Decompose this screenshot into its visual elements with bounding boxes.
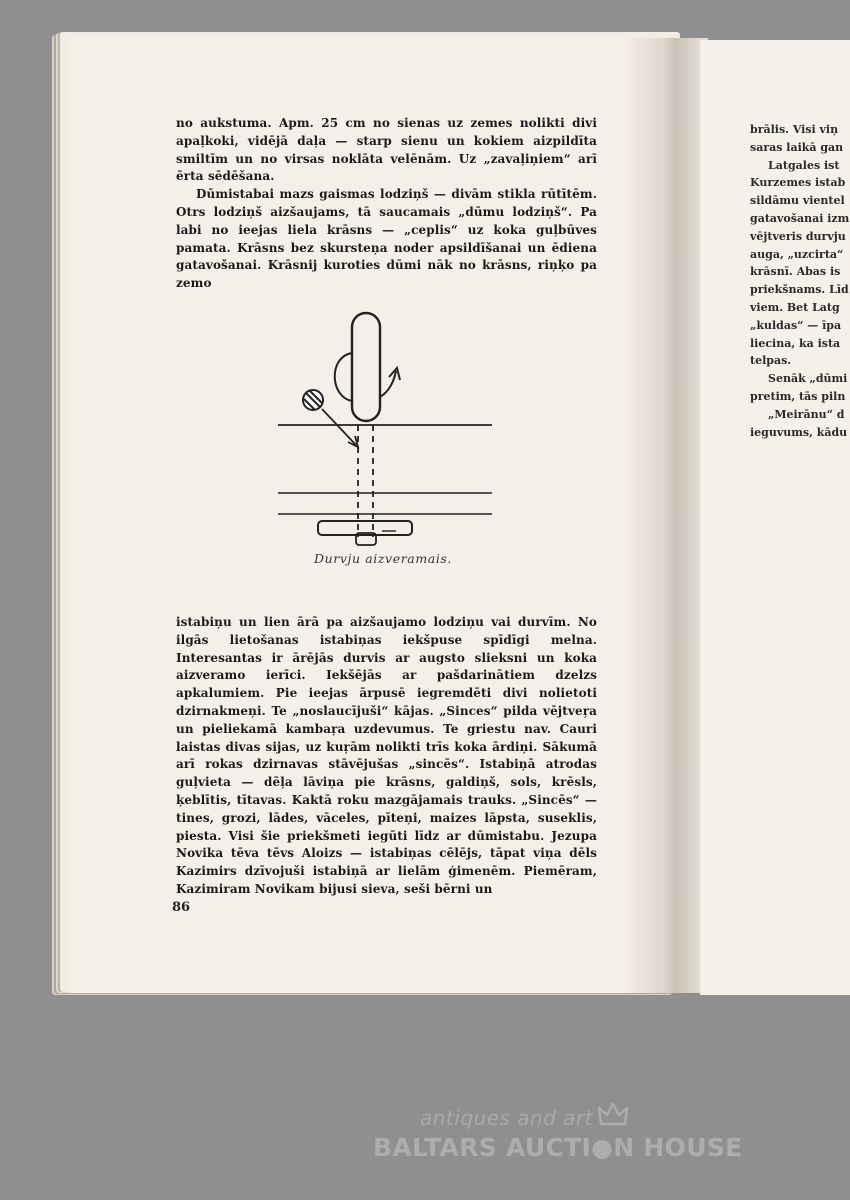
text-line: „Meirānu“ d [768,407,845,421]
text-line: gatavošanai izm [750,211,850,225]
watermark-brand: BALTARS AUCTI●N HOUSE [373,1133,743,1162]
text-line: telpas. [750,354,792,368]
body-text-top [176,115,597,293]
watermark-tagline: antiques and art [420,1106,594,1130]
text-line: saras laikā gan [750,140,844,154]
text-line: Latgales ist [768,158,840,172]
body-text-bottom [176,614,597,899]
text-line: Senāk „dūmi [768,372,848,386]
paragraph: no aukstuma. Apm. 25 cm no sienas uz zemes nolikti divi apaļkoki, vidējā daļa — starp sienu un kokiem aizpildīta smiltīm un no virsas noklāta velēnām. Uz „zavaļiņiem“ arī ērta sēdēšana. [176,116,597,184]
text-line: Kurzemes istab [750,176,846,190]
text-line: auga, „uzcirta“ [750,247,844,261]
page-number: 86 [172,900,191,915]
text-line: liecina, ka ista [750,336,841,350]
text-line: ieguvums, kādu [750,425,848,439]
door-latch-diagram [270,305,500,555]
paragraph: istabiņu un lien ārā pa aizšaujamo lodziņu vai durvīm. No ilgās lietošanas istabiņas iekšpuse spīdīgi melna. Interesantas ir ārējās durvis ar augsto slieksni un koka aizveramo ierīci. Iekšējās ar pašdarinātiem dzelzs apkalumiem. Pie ieejas ārpusē iegremdēti divi nolietoti dzirnakmeņi. Te „noslaucījuši“ kājas. „Sinces“ pilda vējtveŗa un pieliekamā kambaŗa uzdevumus. Te griestu nav. Cauri laistas divas sijas, uz kuŗām nolikti trīs koka ārdiņi. Sākumā arī rokas dzirnavas stāvējušas „sincēs“. Istabiņā atrodas guļvieta — dēļa lāviņa pie krāsns, galdiņš, sols, krēsls, ķeblītis, tītavas. Kaktā roku mazgājamais trauks. „Sincēs“ — tines, grozi, lādes, vāceles, pīteņi, maizes lāpsta, suseklis, piesta. Visi šie priekšmeti iegūti līdz ar dūmistabu. Jezupa Novika tēva tēvs Aloizs — istabiņas cēlējs, tāpat viņa dēls Kazimirs dzīvojuši istabiņā ar lielām ģimenēm. Piemēram, Kazimiram Novikam bijusi sieva, seši bērni un [176,615,597,896]
crown-icon [598,1102,628,1128]
text-line: sildāmu vientel [750,194,845,208]
book-gutter [628,38,708,993]
right-page-text [750,121,850,441]
figure-caption: Durvju aizveramais. [313,551,453,566]
text-line: „kuldas“ — īpa [750,318,842,332]
text-line: priekšnams. Līd [750,283,849,297]
text-line: viem. Bet Latg [750,300,840,314]
text-line: krāsnī. Abas is [750,265,841,279]
text-line: vējtveris durvju [750,229,846,243]
text-line: brālis. Visi viņ [750,123,839,136]
text-line: pretim, tās piln [750,389,846,403]
paragraph: Dūmistabai mazs gaismas lodziņš — divām stikla rūtītēm. Otrs lodziņš aizšaujams, tā saucamais „dūmu lodziņš“. Pa labi no ieejas liela krāsns — „ceplis“ uz koka guļbūves pamata. Krāsns bez skursteņa noder apsildīšanai un ēdiena gatavošanai. Krāsnij kuroties dūmi nāk no krāsns, riņķo pa zemo [176,187,597,291]
